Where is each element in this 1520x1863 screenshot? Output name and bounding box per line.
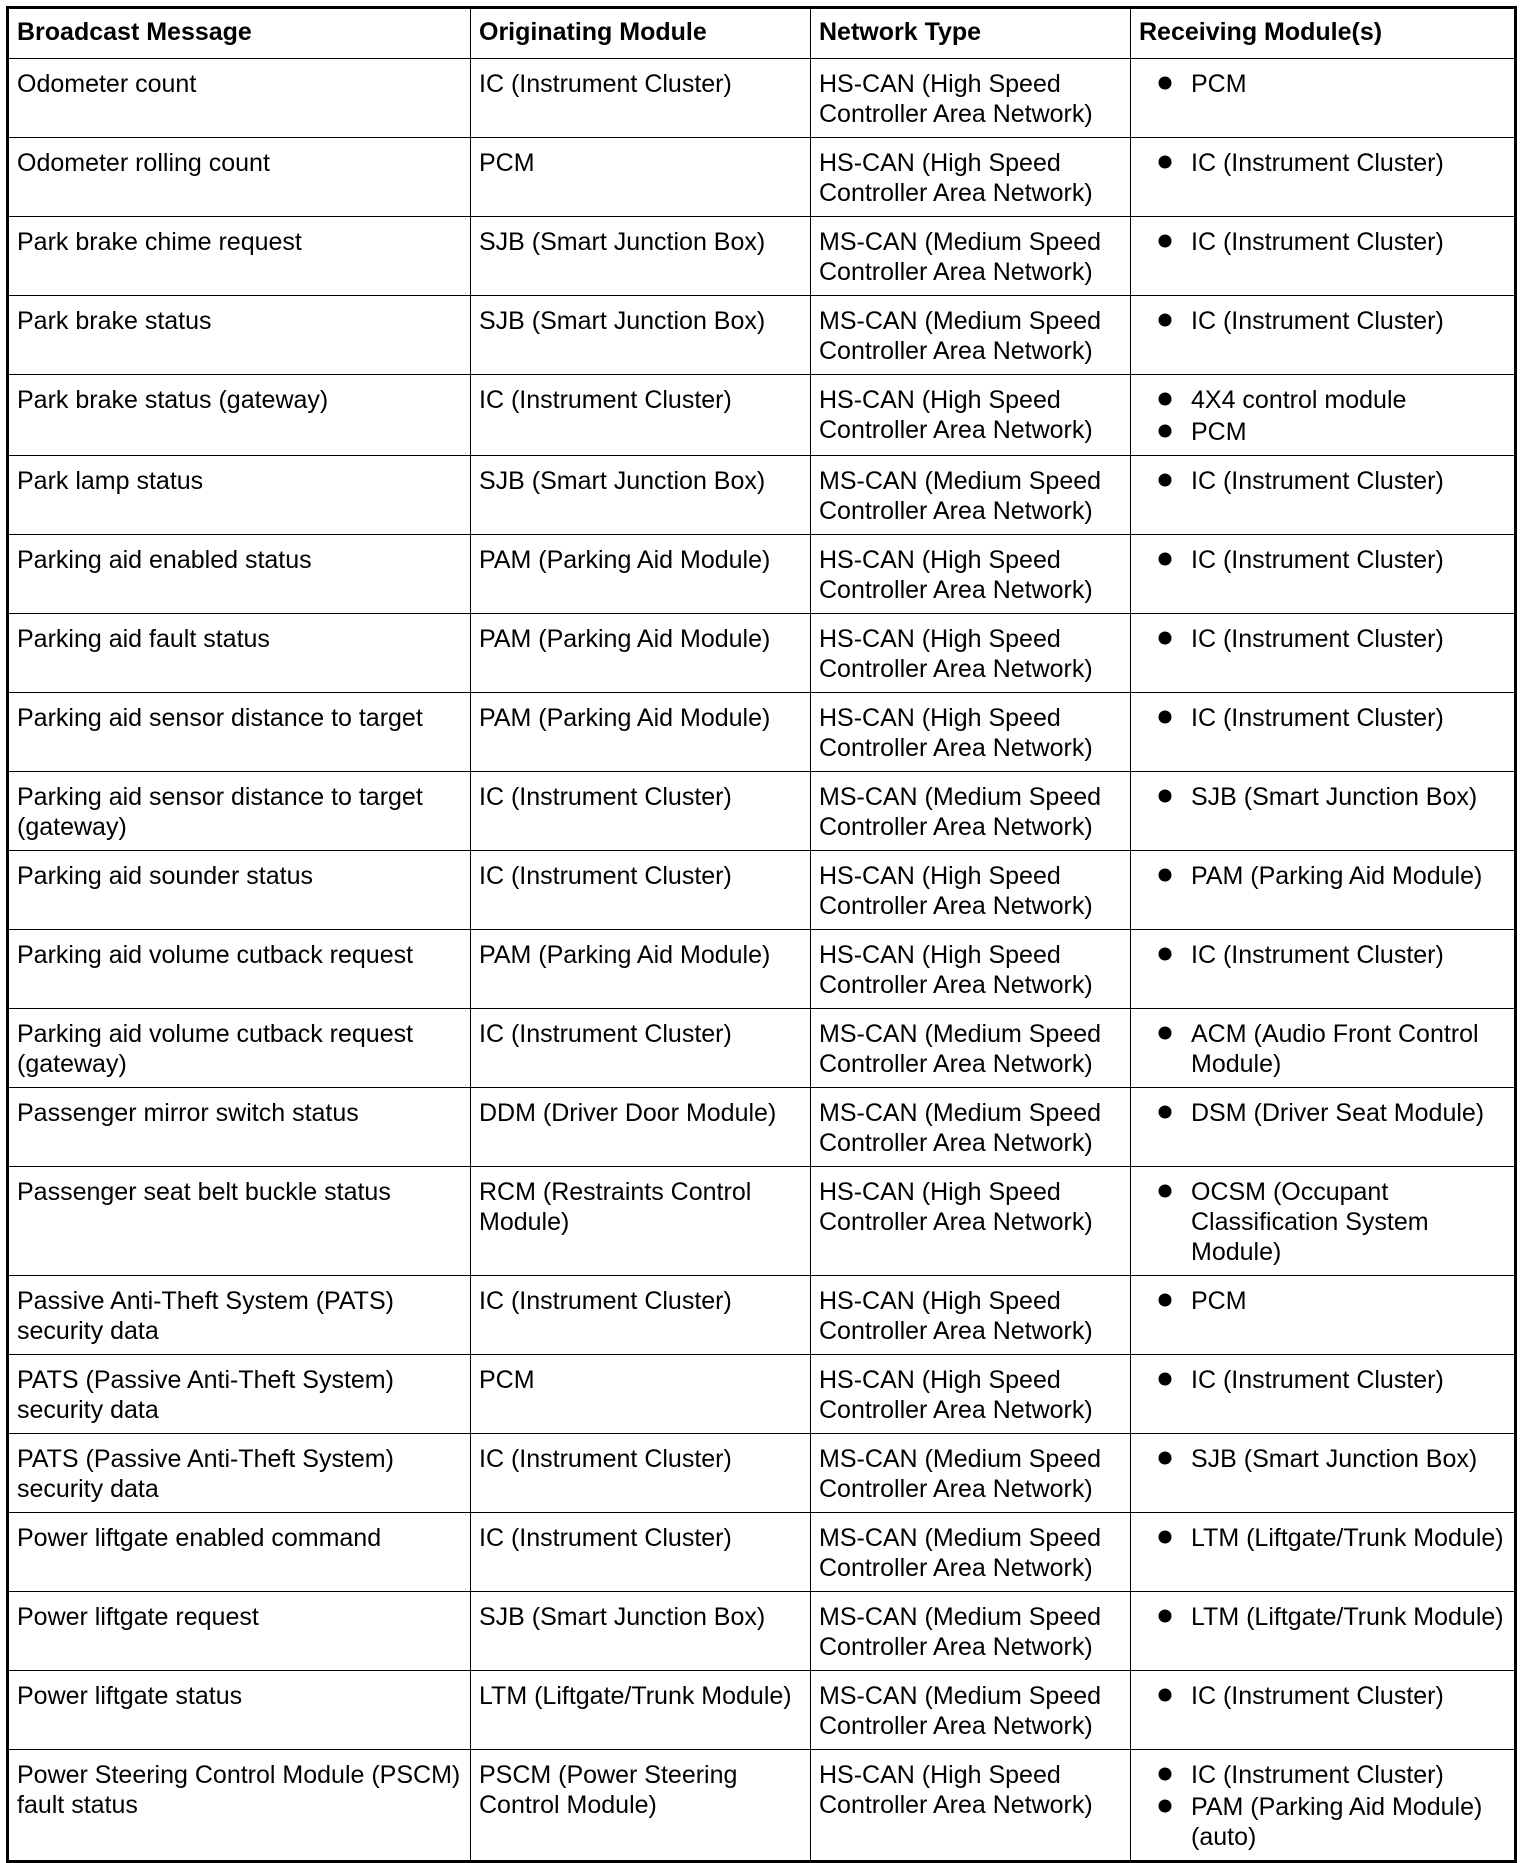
table-row (8, 1276, 1516, 1355)
table-row (8, 296, 1516, 375)
table-row (8, 375, 1516, 456)
receiver-item (1139, 1177, 1506, 1267)
receiver-text: IC (Instrument Cluster) (1191, 704, 1444, 732)
cell-originating-module: IC (Instrument Cluster) (471, 375, 811, 456)
receiver-list (1139, 1760, 1506, 1852)
cell-network-type: HS-CAN (High Speed Controller Area Network) (811, 614, 1131, 693)
cell-network-type: HS-CAN (High Speed Controller Area Network) (811, 851, 1131, 930)
table-row (8, 535, 1516, 614)
receiver-list (1139, 1365, 1506, 1395)
bullet-icon (1157, 423, 1175, 441)
table-row (8, 772, 1516, 851)
receiver-item (1139, 1681, 1506, 1711)
receiver-text: PAM (Parking Aid Module) (1191, 862, 1483, 890)
cell-broadcast-message: Passive Anti-Theft System (PATS) security data (8, 1276, 471, 1355)
receiver-list (1139, 624, 1506, 654)
receiver-item (1139, 703, 1506, 733)
cell-network-type: HS-CAN (High Speed Controller Area Network) (811, 1276, 1131, 1355)
receiver-item (1139, 782, 1506, 812)
cell-receiving-modules (1131, 1355, 1516, 1434)
bullet-icon (1157, 233, 1175, 251)
receiver-text: PCM (1191, 418, 1247, 446)
cell-originating-module: SJB (Smart Junction Box) (471, 456, 811, 535)
receiver-item (1139, 1098, 1506, 1128)
receiver-item (1139, 148, 1506, 178)
cell-network-type: HS-CAN (High Speed Controller Area Network) (811, 693, 1131, 772)
cell-broadcast-message: Power liftgate enabled command (8, 1513, 471, 1592)
cell-broadcast-message: Passenger mirror switch status (8, 1088, 471, 1167)
receiver-text: SJB (Smart Junction Box) (1191, 783, 1478, 811)
receiver-list (1139, 782, 1506, 812)
bullet-icon (1157, 472, 1175, 490)
receiver-list (1139, 1681, 1506, 1711)
cell-broadcast-message: Parking aid volume cutback request (gateway) (8, 1009, 471, 1088)
cell-broadcast-message: Parking aid enabled status (8, 535, 471, 614)
receiver-list (1139, 703, 1506, 733)
cell-network-type: MS-CAN (Medium Speed Controller Area Network) (811, 1434, 1131, 1513)
cell-receiving-modules (1131, 296, 1516, 375)
bullet-icon (1157, 630, 1175, 648)
cell-originating-module: PAM (Parking Aid Module) (471, 930, 811, 1009)
receiver-list (1139, 1177, 1506, 1267)
receiver-list (1139, 1602, 1506, 1632)
cell-network-type: MS-CAN (Medium Speed Controller Area Network) (811, 217, 1131, 296)
cell-originating-module: SJB (Smart Junction Box) (471, 296, 811, 375)
cell-broadcast-message: Parking aid sensor distance to target (8, 693, 471, 772)
cell-broadcast-message: Parking aid volume cutback request (8, 930, 471, 1009)
table-body (8, 59, 1516, 1862)
receiver-list (1139, 466, 1506, 496)
cell-receiving-modules (1131, 1671, 1516, 1750)
table-row (8, 138, 1516, 217)
table-row (8, 1009, 1516, 1088)
cell-originating-module: PAM (Parking Aid Module) (471, 693, 811, 772)
bullet-icon (1157, 75, 1175, 93)
receiver-text: SJB (Smart Junction Box) (1191, 1445, 1478, 1473)
bullet-icon (1157, 1371, 1175, 1389)
cell-originating-module: PCM (471, 1355, 811, 1434)
cell-receiving-modules (1131, 1750, 1516, 1862)
table-row (8, 1355, 1516, 1434)
cell-receiving-modules (1131, 1592, 1516, 1671)
cell-network-type: MS-CAN (Medium Speed Controller Area Network) (811, 1513, 1131, 1592)
receiver-text: IC (Instrument Cluster) (1191, 228, 1444, 256)
table-row (8, 614, 1516, 693)
cell-broadcast-message: Parking aid sensor distance to target (gateway) (8, 772, 471, 851)
cell-network-type: MS-CAN (Medium Speed Controller Area Network) (811, 456, 1131, 535)
receiver-text: LTM (Liftgate/Trunk Module) (1191, 1603, 1504, 1631)
cell-originating-module: PAM (Parking Aid Module) (471, 614, 811, 693)
receiver-item (1139, 1523, 1506, 1553)
cell-receiving-modules (1131, 1434, 1516, 1513)
receiver-item (1139, 466, 1506, 496)
bullet-icon (1157, 946, 1175, 964)
receiver-text: IC (Instrument Cluster) (1191, 1682, 1444, 1710)
bullet-icon (1157, 1529, 1175, 1547)
cell-receiving-modules (1131, 614, 1516, 693)
receiver-item (1139, 861, 1506, 891)
cell-broadcast-message: Parking aid fault status (8, 614, 471, 693)
cell-network-type: HS-CAN (High Speed Controller Area Network) (811, 1355, 1131, 1434)
receiver-text: IC (Instrument Cluster) (1191, 467, 1444, 495)
cell-receiving-modules (1131, 772, 1516, 851)
cell-broadcast-message: PATS (Passive Anti-Theft System) security data (8, 1434, 471, 1513)
table-row (8, 456, 1516, 535)
bullet-icon (1157, 551, 1175, 569)
bullet-icon (1157, 1766, 1175, 1784)
cell-receiving-modules (1131, 1276, 1516, 1355)
receiver-item (1139, 1019, 1506, 1079)
receiver-item (1139, 227, 1506, 257)
receiver-list (1139, 1019, 1506, 1079)
cell-network-type: MS-CAN (Medium Speed Controller Area Network) (811, 1592, 1131, 1671)
bullet-icon (1157, 154, 1175, 172)
table-row (8, 217, 1516, 296)
cell-broadcast-message: Park brake chime request (8, 217, 471, 296)
cell-broadcast-message: Park lamp status (8, 456, 471, 535)
cell-originating-module: SJB (Smart Junction Box) (471, 217, 811, 296)
bullet-icon (1157, 1292, 1175, 1310)
cell-receiving-modules (1131, 535, 1516, 614)
bullet-icon (1157, 391, 1175, 409)
cell-receiving-modules (1131, 1088, 1516, 1167)
cell-network-type: MS-CAN (Medium Speed Controller Area Network) (811, 1088, 1131, 1167)
receiver-text: OCSM (Occupant Classification System Module) (1191, 1178, 1429, 1266)
cell-originating-module: IC (Instrument Cluster) (471, 1009, 811, 1088)
table-row (8, 693, 1516, 772)
cell-network-type: MS-CAN (Medium Speed Controller Area Network) (811, 772, 1131, 851)
cell-originating-module: DDM (Driver Door Module) (471, 1088, 811, 1167)
receiver-list (1139, 385, 1506, 447)
cell-broadcast-message: Odometer rolling count (8, 138, 471, 217)
receiver-text: PCM (1191, 1287, 1247, 1315)
cell-originating-module: IC (Instrument Cluster) (471, 1513, 811, 1592)
receiver-list (1139, 1286, 1506, 1316)
cell-originating-module: PCM (471, 138, 811, 217)
cell-network-type: HS-CAN (High Speed Controller Area Network) (811, 1167, 1131, 1276)
cell-network-type: MS-CAN (Medium Speed Controller Area Network) (811, 296, 1131, 375)
receiver-text: IC (Instrument Cluster) (1191, 1366, 1444, 1394)
cell-receiving-modules (1131, 1009, 1516, 1088)
cell-originating-module: IC (Instrument Cluster) (471, 1276, 811, 1355)
receiver-list (1139, 148, 1506, 178)
header-broadcast-message: Broadcast Message (8, 8, 471, 59)
receiver-list (1139, 940, 1506, 970)
bullet-icon (1157, 1608, 1175, 1626)
cell-broadcast-message: Passenger seat belt buckle status (8, 1167, 471, 1276)
receiver-text: IC (Instrument Cluster) (1191, 625, 1444, 653)
header-network-type: Network Type (811, 8, 1131, 59)
cell-network-type: HS-CAN (High Speed Controller Area Network) (811, 59, 1131, 138)
bullet-icon (1157, 1104, 1175, 1122)
table-wrapper (6, 6, 1514, 1863)
bullet-icon (1157, 867, 1175, 885)
cell-broadcast-message: PATS (Passive Anti-Theft System) security data (8, 1355, 471, 1434)
receiver-item (1139, 1602, 1506, 1632)
bullet-icon (1157, 1025, 1175, 1043)
receiver-list (1139, 545, 1506, 575)
receiver-item (1139, 417, 1506, 447)
table-row (8, 1592, 1516, 1671)
receiver-text: IC (Instrument Cluster) (1191, 941, 1444, 969)
cell-network-type: HS-CAN (High Speed Controller Area Network) (811, 138, 1131, 217)
cell-network-type: MS-CAN (Medium Speed Controller Area Network) (811, 1009, 1131, 1088)
receiver-text: IC (Instrument Cluster) (1191, 307, 1444, 335)
cell-originating-module: RCM (Restraints Control Module) (471, 1167, 811, 1276)
cell-broadcast-message: Park brake status (gateway) (8, 375, 471, 456)
cell-receiving-modules (1131, 138, 1516, 217)
cell-receiving-modules (1131, 851, 1516, 930)
cell-receiving-modules (1131, 1167, 1516, 1276)
table-row (8, 1434, 1516, 1513)
receiver-text: PCM (1191, 70, 1247, 98)
cell-network-type: MS-CAN (Medium Speed Controller Area Network) (811, 1671, 1131, 1750)
bullet-icon (1157, 1450, 1175, 1468)
receiver-text: DSM (Driver Seat Module) (1191, 1099, 1485, 1127)
cell-receiving-modules (1131, 1513, 1516, 1592)
cell-broadcast-message: Odometer count (8, 59, 471, 138)
cell-receiving-modules (1131, 693, 1516, 772)
cell-originating-module: LTM (Liftgate/Trunk Module) (471, 1671, 811, 1750)
receiver-item (1139, 385, 1506, 415)
receiver-item (1139, 69, 1506, 99)
receiver-list (1139, 1523, 1506, 1553)
receiver-item (1139, 940, 1506, 970)
receiver-text: IC (Instrument Cluster) (1191, 1761, 1444, 1789)
header-receiving-modules: Receiving Module(s) (1131, 8, 1516, 59)
cell-network-type: HS-CAN (High Speed Controller Area Network) (811, 930, 1131, 1009)
broadcast-message-table (6, 6, 1517, 1863)
cell-originating-module: SJB (Smart Junction Box) (471, 1592, 811, 1671)
receiver-text: 4X4 control module (1191, 386, 1407, 414)
receiver-list (1139, 306, 1506, 336)
receiver-list (1139, 69, 1506, 99)
table-row (8, 1750, 1516, 1862)
receiver-text: IC (Instrument Cluster) (1191, 546, 1444, 574)
receiver-list (1139, 1444, 1506, 1474)
receiver-list (1139, 861, 1506, 891)
cell-broadcast-message: Parking aid sounder status (8, 851, 471, 930)
bullet-icon (1157, 788, 1175, 806)
receiver-item (1139, 1286, 1506, 1316)
table-row (8, 1167, 1516, 1276)
cell-network-type: HS-CAN (High Speed Controller Area Network) (811, 535, 1131, 614)
table-row (8, 1671, 1516, 1750)
cell-originating-module: IC (Instrument Cluster) (471, 772, 811, 851)
receiver-text: LTM (Liftgate/Trunk Module) (1191, 1524, 1504, 1552)
bullet-icon (1157, 1183, 1175, 1201)
cell-broadcast-message: Power Steering Control Module (PSCM) fault status (8, 1750, 471, 1862)
cell-receiving-modules (1131, 375, 1516, 456)
bullet-icon (1157, 1798, 1175, 1816)
receiver-item (1139, 1760, 1506, 1790)
table-row (8, 59, 1516, 138)
receiver-item (1139, 545, 1506, 575)
receiver-item (1139, 1365, 1506, 1395)
receiver-list (1139, 227, 1506, 257)
cell-network-type: HS-CAN (High Speed Controller Area Network) (811, 1750, 1131, 1862)
table-row (8, 1513, 1516, 1592)
cell-receiving-modules (1131, 217, 1516, 296)
cell-originating-module: IC (Instrument Cluster) (471, 851, 811, 930)
cell-receiving-modules (1131, 59, 1516, 138)
cell-broadcast-message: Park brake status (8, 296, 471, 375)
receiver-list (1139, 1098, 1506, 1128)
receiver-item (1139, 624, 1506, 654)
bullet-icon (1157, 1687, 1175, 1705)
cell-receiving-modules (1131, 456, 1516, 535)
header-row (8, 8, 1516, 59)
receiver-text: IC (Instrument Cluster) (1191, 149, 1444, 177)
receiver-text: PAM (Parking Aid Module) (auto) (1191, 1793, 1483, 1851)
cell-receiving-modules (1131, 930, 1516, 1009)
bullet-icon (1157, 312, 1175, 330)
cell-originating-module: IC (Instrument Cluster) (471, 59, 811, 138)
receiver-item (1139, 1792, 1506, 1852)
cell-originating-module: IC (Instrument Cluster) (471, 1434, 811, 1513)
cell-originating-module: PAM (Parking Aid Module) (471, 535, 811, 614)
table-row (8, 930, 1516, 1009)
header-originating-module: Originating Module (471, 8, 811, 59)
table-row (8, 851, 1516, 930)
cell-broadcast-message: Power liftgate request (8, 1592, 471, 1671)
cell-network-type: HS-CAN (High Speed Controller Area Network) (811, 375, 1131, 456)
receiver-text: ACM (Audio Front Control Module) (1191, 1020, 1479, 1078)
bullet-icon (1157, 709, 1175, 727)
table-row (8, 1088, 1516, 1167)
cell-originating-module: PSCM (Power Steering Control Module) (471, 1750, 811, 1862)
receiver-item (1139, 306, 1506, 336)
cell-broadcast-message: Power liftgate status (8, 1671, 471, 1750)
receiver-item (1139, 1444, 1506, 1474)
